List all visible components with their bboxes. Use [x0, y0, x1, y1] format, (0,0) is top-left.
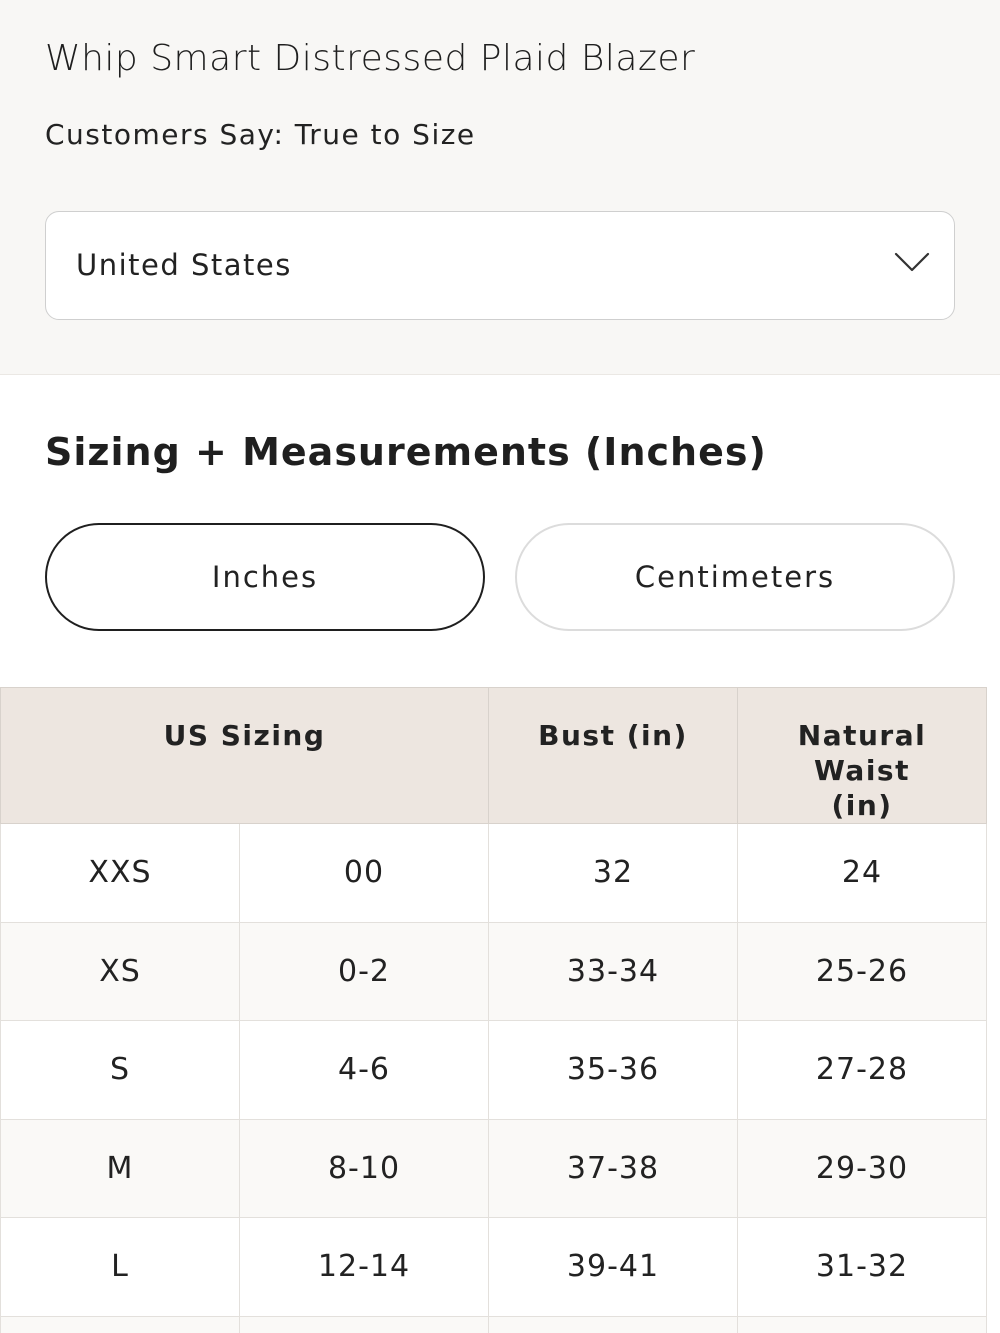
waist-cell: 25-26: [738, 922, 987, 1021]
size-label-cell: [1, 1316, 240, 1333]
size-label-cell: M: [1, 1119, 240, 1218]
country-select-value: United States: [76, 248, 292, 282]
us-size-cell: 8-10: [240, 1119, 489, 1218]
bust-cell: 33-34: [489, 922, 738, 1021]
size-label-cell: L: [1, 1218, 240, 1317]
table-row: [1, 1316, 987, 1333]
table-header-row: [1, 688, 987, 824]
bust-cell: 32: [489, 824, 738, 923]
bust-cell: 37-38: [489, 1119, 738, 1218]
bust-cell: 35-36: [489, 1021, 738, 1120]
table-row: [1, 1119, 987, 1218]
waist-cell: 24: [738, 824, 987, 923]
product-title: Whip Smart Distressed Plaid Blazer: [45, 38, 696, 79]
header-bust: Bust (in): [489, 688, 738, 824]
chevron-down-icon: [894, 250, 930, 276]
us-size-cell: 4-6: [240, 1021, 489, 1120]
bust-cell: 39-41: [489, 1218, 738, 1317]
centimeters-toggle-button[interactable]: Centimeters: [515, 523, 955, 631]
table-row: [1, 1218, 987, 1317]
fit-note: Customers Say: True to Size: [45, 118, 476, 151]
country-select[interactable]: [45, 211, 955, 320]
table-row: [1, 922, 987, 1021]
waist-cell: 27-28: [738, 1021, 987, 1120]
header-us-sizing: US Sizing: [1, 688, 489, 824]
header-natural-waist: Natural Waist (in): [738, 688, 987, 824]
waist-cell: 31-32: [738, 1218, 987, 1317]
size-label-cell: XS: [1, 922, 240, 1021]
waist-cell: [738, 1316, 987, 1333]
us-size-cell: 12-14: [240, 1218, 489, 1317]
waist-cell: 29-30: [738, 1119, 987, 1218]
table-row: [1, 824, 987, 923]
table-row: [1, 1021, 987, 1120]
sizing-section-title: Sizing + Measurements (Inches): [45, 430, 767, 474]
product-header: [0, 0, 1000, 375]
us-size-cell: 0-2: [240, 922, 489, 1021]
us-size-cell: 00: [240, 824, 489, 923]
size-chart-table: [0, 687, 987, 1333]
size-label-cell: XXS: [1, 824, 240, 923]
bust-cell: [489, 1316, 738, 1333]
inches-toggle-button[interactable]: Inches: [45, 523, 485, 631]
size-label-cell: S: [1, 1021, 240, 1120]
us-size-cell: [240, 1316, 489, 1333]
